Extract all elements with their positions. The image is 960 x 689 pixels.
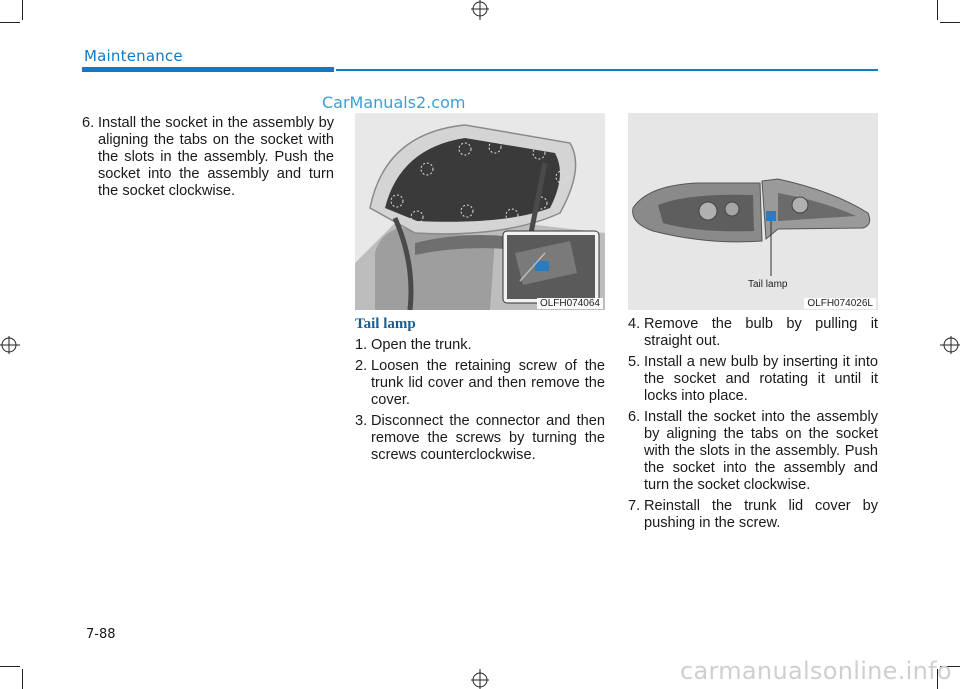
subsection-title: Tail lamp [355, 316, 416, 332]
figure-label: Tail lamp [748, 279, 788, 290]
step-item [628, 316, 878, 350]
crop-mark [0, 22, 20, 23]
step-number: 6. [628, 409, 641, 425]
step-item [628, 409, 878, 494]
crop-mark [940, 22, 960, 23]
right-column [628, 316, 878, 536]
step-text: Disconnect the connector and then remove the screws by turning the screws counterclockwise. [371, 413, 605, 463]
step-number: 7. [628, 498, 641, 514]
open-trunk-illustration [355, 113, 605, 310]
step-item [355, 413, 605, 464]
step-text: Open the trunk. [371, 337, 472, 353]
crop-mark [22, 669, 23, 689]
step-number: 1. [355, 337, 368, 353]
section-title: Maintenance [84, 47, 183, 65]
step-item [355, 337, 605, 354]
crop-mark [0, 666, 20, 667]
step-text: Install a new bulb by inserting it into the socket and rotating it until it locks into place. [644, 354, 878, 404]
step-item [82, 115, 334, 200]
footer-watermark[interactable]: carmanualsonline.info [680, 657, 952, 685]
step-text: Install the socket in the assembly by aligning the tabs on the socket with the slots in the assembly. Push the socket into the assembly and turn the socket clockwise. [98, 115, 334, 199]
step-text: Remove the bulb by pulling it straight out. [644, 316, 878, 349]
left-column [82, 115, 334, 204]
figure-code: OLFH074026L [804, 298, 876, 309]
header-rule [336, 69, 878, 71]
step-text: Reinstall the trunk lid cover by pushing in the screw. [644, 498, 878, 531]
step-number: 6. [82, 115, 95, 131]
figure-code: OLFH074064 [537, 298, 603, 309]
step-number: 4. [628, 316, 641, 332]
step-item [628, 354, 878, 405]
page-number: 7-88 [86, 627, 116, 642]
header-rule [82, 67, 334, 72]
middle-column [355, 316, 605, 468]
step-number: 3. [355, 413, 368, 429]
watermark[interactable]: CarManuals2.com [322, 93, 466, 112]
registration-mark-icon [938, 334, 960, 356]
registration-mark-icon [469, 0, 491, 22]
step-number: 2. [355, 358, 368, 374]
step-item [628, 498, 878, 532]
registration-mark-icon [0, 334, 22, 356]
step-number: 5. [628, 354, 641, 370]
trunk-figure [355, 113, 605, 310]
step-text: Loosen the retaining screw of the trunk lid cover and then remove the cover. [371, 358, 605, 408]
tail-lamp-figure [628, 113, 878, 310]
crop-mark [22, 0, 23, 20]
step-text: Install the socket into the assembly by aligning the tabs on the socket with the slots in the assembly. Push the socket into the assembly and turn the socket clockwise. [644, 409, 878, 493]
crop-mark [937, 0, 938, 20]
step-item [355, 358, 605, 409]
registration-mark-icon [469, 667, 491, 689]
